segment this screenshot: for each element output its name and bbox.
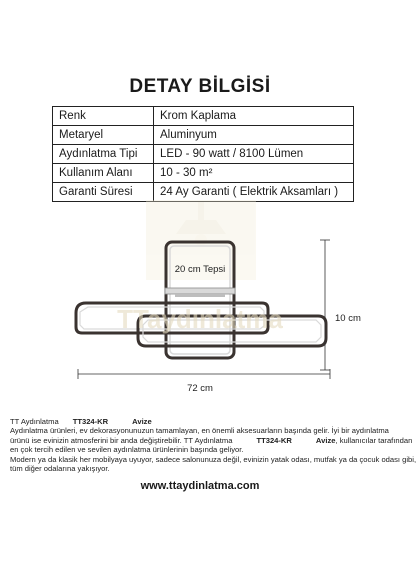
product-description: [10, 417, 416, 474]
spec-value: 10 - 30 m²: [154, 164, 354, 183]
spec-row-lighting-type: [53, 145, 354, 164]
spec-value: LED - 90 watt / 8100 Lümen: [154, 145, 354, 164]
height-dimension-label: 10 cm: [335, 313, 361, 324]
website-link[interactable]: www.ttaydinlatma.com: [140, 480, 260, 492]
product-dimension-diagram: [0, 200, 400, 400]
spec-label: Metaryel: [53, 126, 154, 145]
spec-label: Renk: [53, 107, 154, 126]
tray-dimension-label: 20 cm Tepsi: [174, 264, 226, 275]
page-title: DETAY BİLGİSİ: [129, 76, 271, 97]
description-line-1: Aydınlatma ürünleri, ev dekorasyonunuzun tamamlayan, en önemli aksesuarların başında gelir. İyi bir aydınlatma: [10, 426, 389, 436]
spec-row-color: [53, 107, 354, 126]
description-line-2b: , kullanıcılar tarafından: [335, 435, 413, 445]
spec-row-warranty: [53, 183, 354, 202]
product-category: Avize: [132, 417, 152, 426]
product-code: TT324-KR: [72, 417, 109, 426]
inline-product-category: Avize: [315, 435, 336, 445]
description-line-3: en çok tercih edilen ve sevilen aydınlatma ürünlerinin başında geliyor.: [10, 445, 244, 455]
description-line-5: tüm diğer odalarına yakışıyor.: [10, 464, 110, 474]
spec-label: Aydınlatma Tipi: [53, 145, 154, 164]
spec-row-material: [53, 126, 354, 145]
spec-row-usage-area: [53, 164, 354, 183]
description-line-4: Modern ya da klasik her mobilyaya uyuyor, sadece salonunuza değil, evinizin yatak odası, mutfak ya da çocuk odası gibi,: [10, 454, 416, 464]
spec-label: Garanti Süresi: [53, 183, 154, 202]
brand-name: TT Aydınlatma: [10, 417, 59, 426]
spec-table: [52, 106, 354, 202]
spec-value: 24 Ay Garanti ( Elektrik Aksamları ): [154, 183, 354, 202]
spec-value: Aluminyum: [154, 126, 354, 145]
description-line-2: [10, 435, 413, 445]
ceiling-tray: [165, 288, 235, 297]
description-line-2a: ürünü ise evinizin atmosferini bir anda değiştirebilir. TT Aydınlatma: [10, 435, 233, 445]
width-dimension: [78, 369, 330, 379]
product-meta-line: [10, 417, 392, 426]
spec-value: Krom Kaplama: [154, 107, 354, 126]
width-dimension-label: 72 cm: [187, 383, 213, 394]
height-dimension: [320, 240, 330, 370]
spec-label: Kullanım Alanı: [53, 164, 154, 183]
brand-watermark: TTaydınlatma: [117, 304, 283, 334]
inline-product-code: TT324-KR: [256, 435, 292, 445]
